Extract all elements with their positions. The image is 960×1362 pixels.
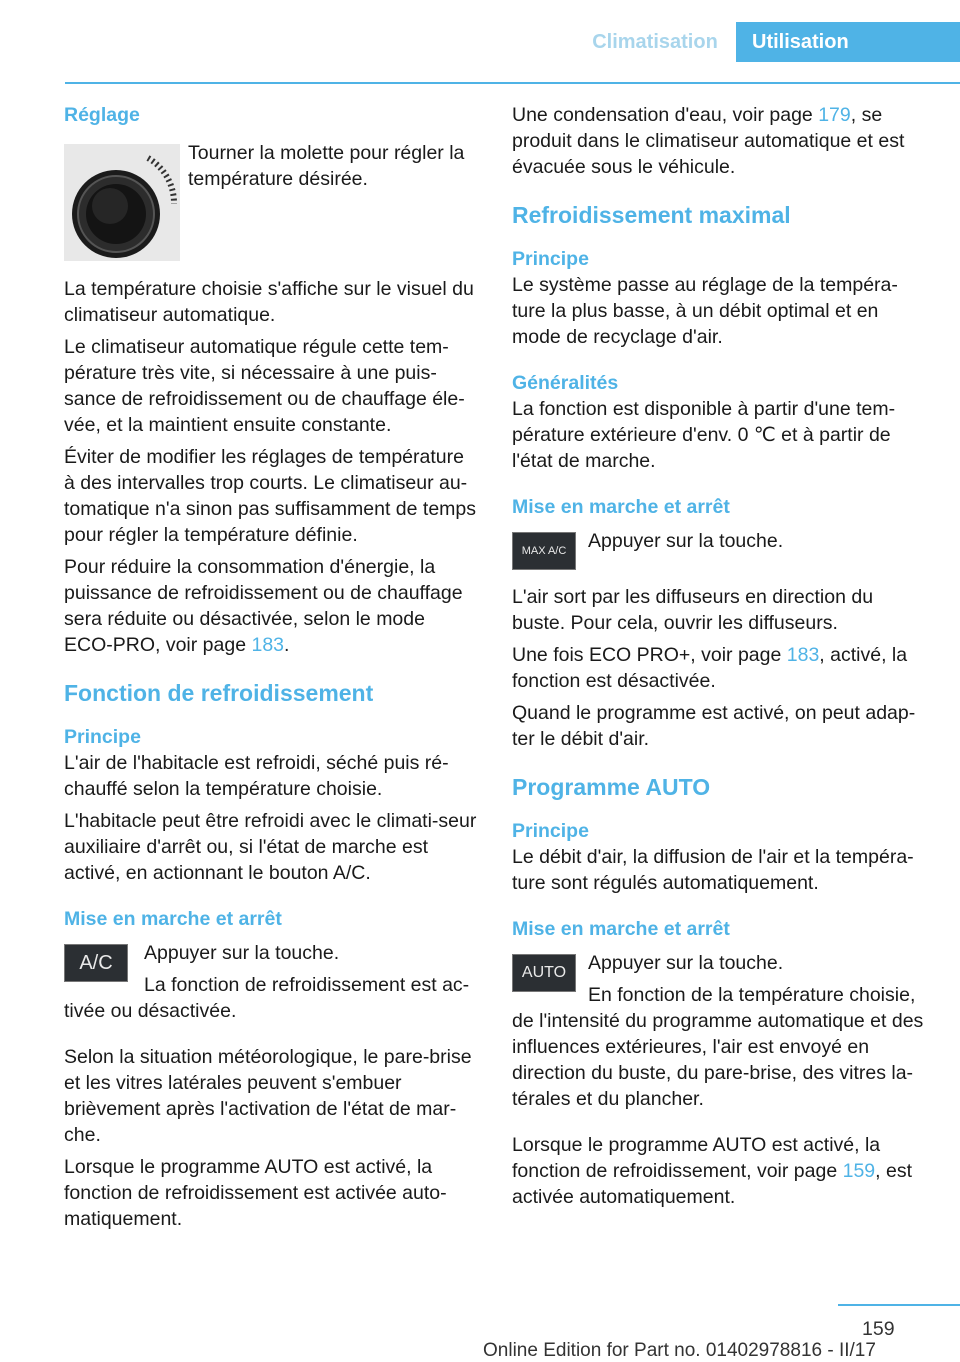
page-number: 159: [862, 1318, 895, 1340]
paragraph: Le climatiseur automatique régule cette tem-pérature très vite, si nécessaire à une puis-sance de refroidissement ou de chauffage éle-vée, et la maintient ensuite constante.: [64, 336, 465, 436]
temperature-knob-image: [64, 144, 180, 261]
left-column: [64, 102, 478, 1238]
paragraph: [512, 1132, 924, 1210]
paragraph: [512, 102, 924, 180]
text: , se produit dans le climatiseur automatique et est évacuée sous le véhicule.: [512, 104, 905, 178]
subheading: Mise en marche et arrêt: [512, 918, 730, 940]
page-link[interactable]: 179: [818, 104, 851, 126]
button-label: MAX A/C: [521, 545, 567, 557]
button-label: A/C: [79, 952, 113, 974]
press-text: Appuyer sur la touche.: [588, 952, 784, 974]
paragraph: Quand le programme est activé, on peut adap-ter le débit d'air.: [512, 702, 916, 750]
paragraph: Lorsque le programme AUTO est activé, la fonction de refroidissement est activée auto-matiquement.: [64, 1156, 447, 1230]
subheading: Principe: [512, 248, 589, 270]
subheading: Principe: [512, 820, 589, 842]
section-tab: Climatisation: [592, 31, 718, 53]
press-text: Appuyer sur la touche.: [588, 530, 784, 552]
paragraph: Le débit d'air, la diffusion de l'air et la tempéra-ture sont régulés automatiquement.: [512, 846, 914, 894]
paragraph: [512, 982, 924, 1112]
chapter-tab: Utilisation: [736, 22, 960, 62]
reglage-block: [64, 140, 478, 276]
text: , est activée automatiquement.: [512, 1160, 913, 1208]
paragraph: L'habitacle peut être refroidi avec le climati-seur auxiliaire d'arrêt ou, si l'état de marche est activé, en actionnant le bouton A/C.: [64, 810, 477, 884]
subheading: Généralités: [512, 372, 619, 394]
reglage-text: Tourner la molette pour régler la température désirée.: [188, 142, 465, 190]
header-rule: [65, 82, 960, 84]
page-link[interactable]: 159: [842, 1160, 876, 1182]
text: .: [284, 634, 290, 656]
paragraph: Éviter de modifier les réglages de température à des intervalles trop courts. Le climatiseur au-tomatique n'a sinon pas suffisamment de temps pour régler la température définie.: [64, 446, 477, 546]
subheading: Mise en marche et arrêt: [512, 496, 730, 518]
subheading: Mise en marche et arrêt: [64, 908, 282, 930]
paragraph: L'air de l'habitacle est refroidi, séché puis ré-chauffé selon la température choisie.: [64, 752, 449, 800]
footer-rule: [838, 1304, 960, 1306]
ac-block: [64, 940, 478, 1024]
auto-block: [512, 950, 924, 1112]
subheading: Principe: [64, 726, 141, 748]
text: Une condensation d'eau, voir page: [512, 104, 819, 126]
paragraph: Selon la situation météorologique, le pare-brise et les vitres latérales peuvent s'embuer brièvement après l'activation de l'état de mar-che.: [64, 1046, 472, 1146]
press-text: Appuyer sur la touche.: [144, 942, 340, 964]
page-link[interactable]: 183: [251, 634, 285, 656]
max-ac-button-image: [512, 532, 576, 570]
section-heading: Programme AUTO: [512, 774, 711, 800]
section-heading: Fonction de refroidissement: [64, 680, 374, 706]
paragraph: [64, 554, 478, 658]
edition-text: Online Edition for Part no. 01402978816 - II/17: [483, 1340, 876, 1361]
section-heading: Refroidissement maximal: [512, 202, 791, 228]
text: , activé, la fonction est désactivée.: [512, 644, 908, 692]
paragraph: L'air sort par les diffuseurs en direction du buste. Pour cela, ouvrir les diffuseurs.: [512, 586, 874, 634]
text: La fonction de refroidissement est ac-tivée ou désactivée.: [64, 974, 470, 1022]
paragraph: Le système passe au réglage de la tempéra-ture la plus basse, à un débit optimal et en mode de recyclage d'air.: [512, 274, 898, 348]
right-column: [512, 102, 924, 1216]
text: Lorsque le programme AUTO est activé, la fonction de refroidissement, voir page: [512, 1134, 881, 1182]
text: Pour réduire la consommation d'énergie, la puissance de refroidissement ou de chauffage sera réduite ou désactivée, selon le mode ECO-PRO, voir page: [64, 556, 463, 656]
auto-button-image: [512, 954, 576, 992]
paragraph: [512, 642, 924, 694]
page-header: [0, 22, 960, 62]
text: En fonction de la température choisie, de l'intensité du programme automatique et des influences extérieures, l'air est envoyé en direction du buste, du pare-brise, des vitres la-térales et du plancher.: [512, 984, 924, 1110]
maxac-block: [512, 528, 924, 584]
page-link[interactable]: 183: [786, 644, 820, 666]
text: Une fois ECO PRO+, voir page: [512, 644, 787, 666]
paragraph: La température choisie s'affiche sur le visuel du climatiseur automatique.: [64, 278, 474, 326]
paragraph: La fonction est disponible à partir d'une tem-pérature extérieure d'env. 0 ℃ et à partir de l'état de marche.: [512, 398, 896, 472]
reglage-heading: Réglage: [64, 104, 140, 126]
button-label: AUTO: [521, 964, 567, 981]
ac-button-image: [64, 944, 128, 982]
